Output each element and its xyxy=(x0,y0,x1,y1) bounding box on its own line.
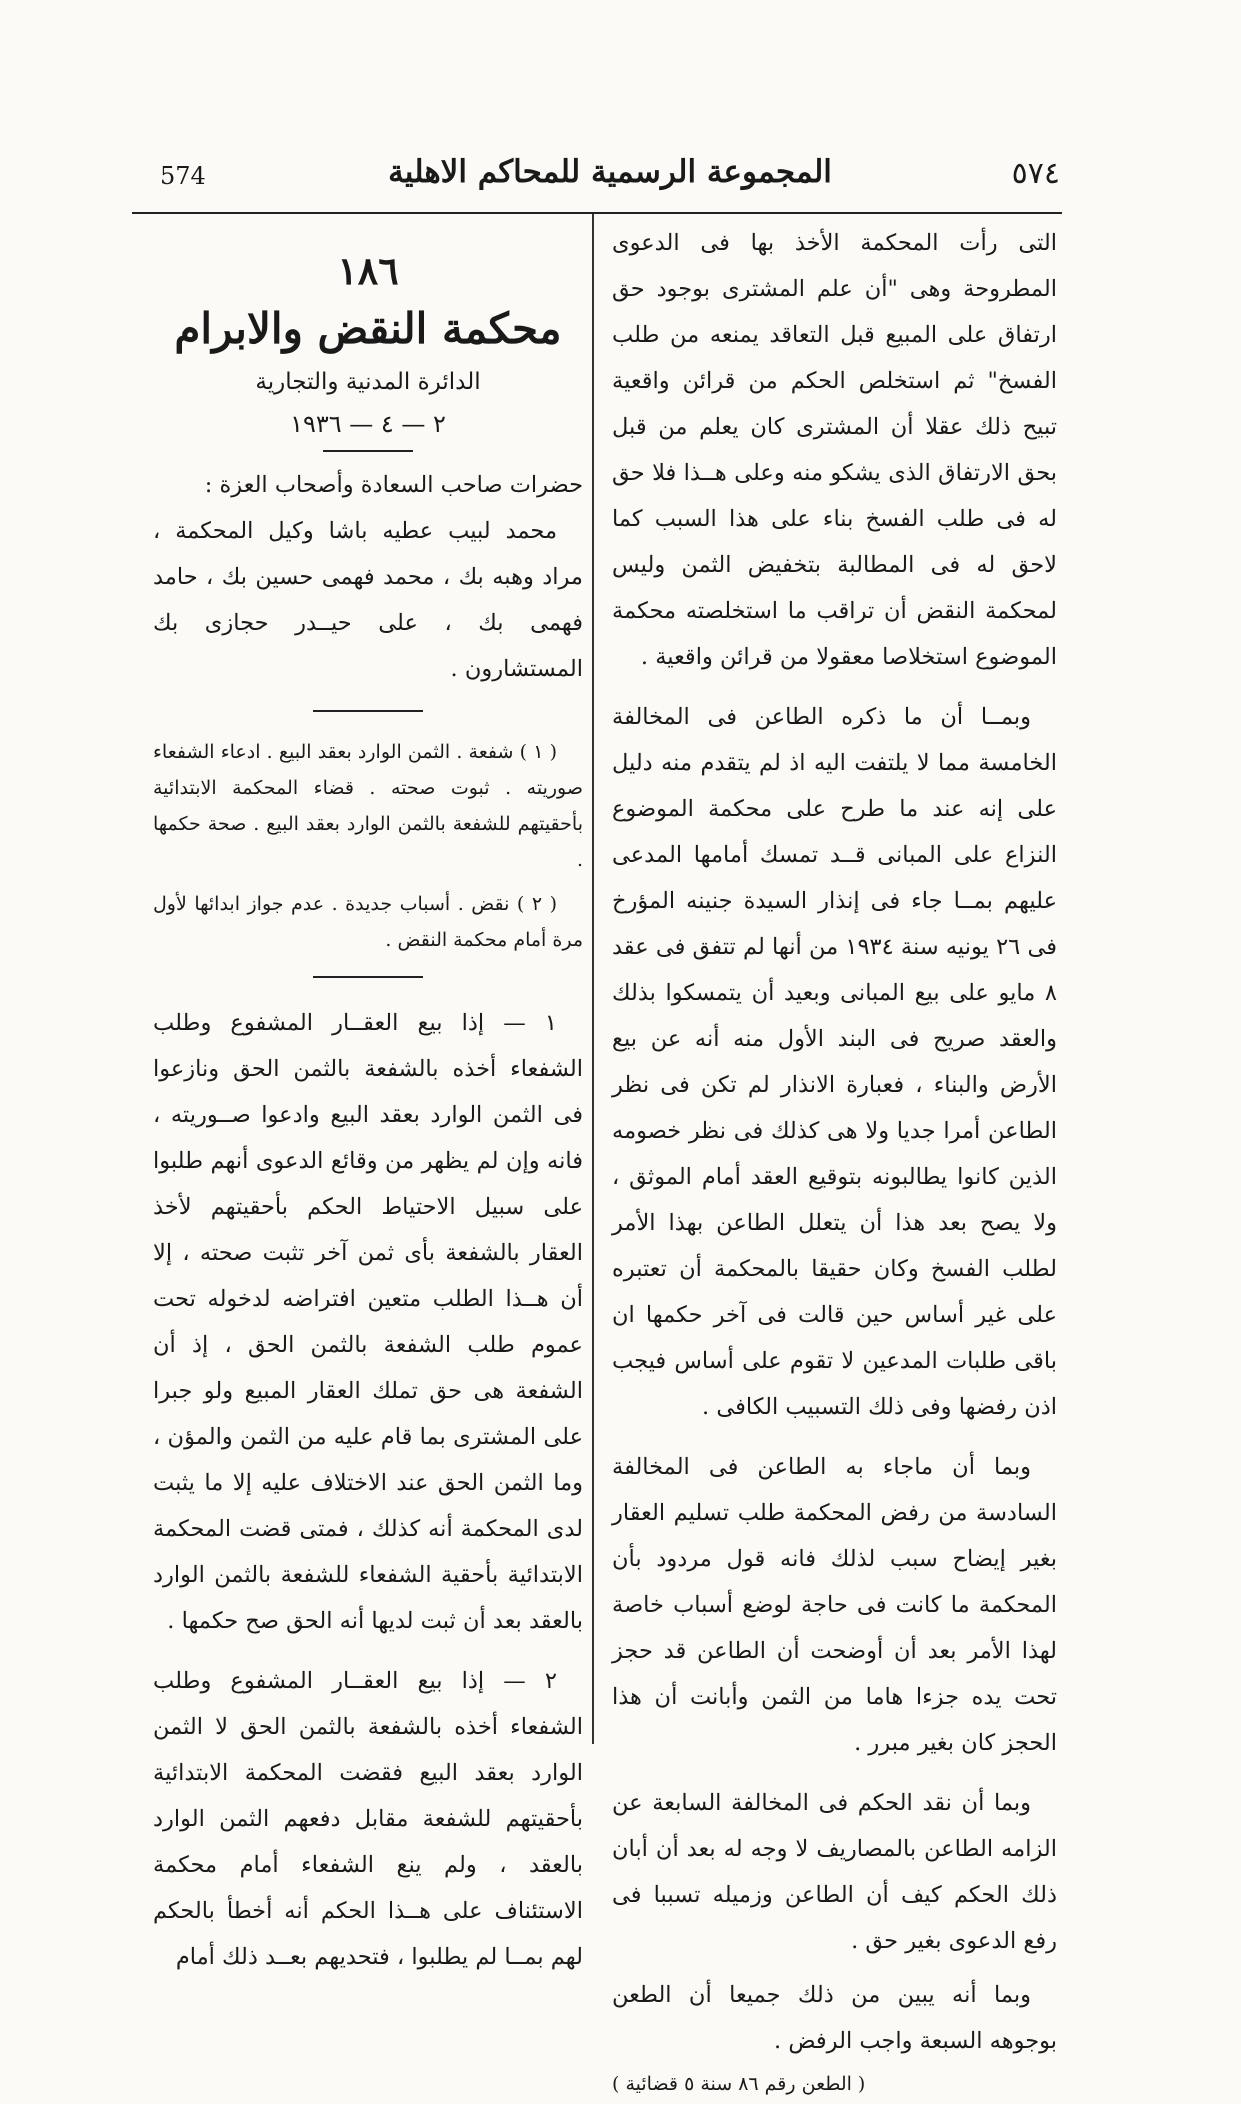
case-reference-note: ( الطعن رقم ٨٦ سنة ٥ قضائية ) xyxy=(612,2073,866,2095)
court-circuit: الدائرة المدنية والتجارية xyxy=(255,369,481,395)
section-rule xyxy=(313,976,423,978)
page-number-arabic: ٥٧٤ xyxy=(1011,156,1060,191)
case-number: ١٨٦ xyxy=(337,248,399,293)
left-column xyxy=(153,244,583,1980)
bench-members: محمد لبيب عطيه باشا وكيل المحكمة ، مراد وهبه بك ، محمد فهمى حسين بك ، حامد فهمى بك ، على حيــدر حجازى بك المستشارون . xyxy=(153,518,583,682)
page-number-latin: 574 xyxy=(160,162,206,190)
section-rule xyxy=(323,450,413,452)
paragraph: وبما أن نقد الحكم فى المخالفة السابعة عن الزامه الطاعن بالمصاريف لا وجه له بعد أن أبان ذلك الحكم كيف أن الطاعن وزميله تسببا فى رفع الدعوى بغير حق . xyxy=(612,1790,1057,1954)
bench-intro: حضرات صاحب السعادة وأصحاب العزة : xyxy=(204,472,583,498)
legal-principle: ١ — إذا بيع العقــار المشفوع وطلب الشفعاء أخذه بالشفعة بالثمن الحق ونازعوا فى الثمن الوارد بعقد البيع وادعوا صــوريته ، فانه وإن لم يظهر من وقائع الدعوى أنهم طلبوا على سبيل الاحتياط الحكم بأحقيتهم لأخذ العقار بالشفعة بأى ثمن آخر تثبت صحته ، إلا أن هــذا الطلب متعين افتراضه لدخوله تحت عموم طلب الشفعة بالثمن الحق ، إذ أن الشفعة هى حق تملك العقار المبيع ولو جبرا على المشترى بما قام عليه من الثمن والمؤن ، وما الثمن الحق عند الاختلاف عليه إلا ما يثبت لدى المحكمة أنه كذلك ، فمتى قضت المحكمة الابتدائية بأحقية الشفعاء للشفعة بالثمن الوارد بالعقد بعد أن ثبت لديها أنه الحق صح حكمها . xyxy=(153,1010,583,1634)
running-header xyxy=(160,150,1060,200)
section-rule xyxy=(313,710,423,712)
paragraph: وبمــا أن ما ذكره الطاعن فى المخالفة الخامسة مما لا يلتفت اليه اذ لم يتقدم منه دليل على إنه عند ما طرح على محكمة الموضوع النزاع على المبانى قــد تمسك أمامها المدعى عليهم بمــا جاء فى إنذار السيدة جنينه المؤرخ فى ٢٦ يونيه سنة ١٩٣٤ من أنها لم تتفق فى عقد ٨ مايو على بيع المبانى وبعيد أن يتمسكوا بذلك والعقد صريح فى البند الأول منه أنه عن بيع الأرض والبناء ، فعبارة الانذار لم تكن فى نظر الطاعن أمرا جديا ولا هى كذلك فى نظر خصومه الذين كانوا يطالبونه بتوقيع العقد أمام الموثق ، ولا يصح بعد هذا أن يتعلل الطاعن بهذا الأمر لطلب الفسخ وكان حقيقا بالمحكمة أن تعتبره على غير أساس حين قالت فى آخر حكمها ان باقى طلبات المدعين لا تقوم على أساس فيجب اذن رفضها وفى ذلك التسبيب الكافى . xyxy=(612,704,1057,1420)
court-name: محكمة النقض والابرام xyxy=(174,304,562,353)
headnote: ( ١ ) شفعة . الثمن الوارد بعقد البيع . ادعاء الشفعاء صوريته . ثبوت صحته . قضاء المحكمة الابتدائية بأحقيتهم للشفعة بالثمن الوارد بعقد البيع . صحة حكمها . xyxy=(153,741,583,871)
header-rule xyxy=(132,212,1062,214)
column-divider xyxy=(592,214,594,1744)
headnote: ( ٢ ) نقض . أسباب جديدة . عدم جواز ابدائها لأول مرة أمام محكمة النقض . xyxy=(153,893,583,951)
paragraph: التى رأت المحكمة الأخذ بها فى الدعوى المطروحة وهى "أن علم المشترى بوجود حق ارتفاق على المبيع قبل التعاقد يمنعه من طلب الفسخ" ثم استخلص الحكم من قرائن واقعية تبيح ذلك عقلا أن المشترى كان يعلم من قبل بحق الارتفاق الذى يشكو منه وعلى هــذا فلا حق له فى طلب الفسخ بناء على هذا السبب كما لاحق له فى المطالبة بتخفيض الثمن وليس لمحكمة النقض أن تراقب ما استخلصته محكمة الموضوع استخلاصا معقولا من قرائن واقعية . xyxy=(612,230,1057,670)
right-column xyxy=(612,220,1057,2104)
legal-principle: ٢ — إذا بيع العقــار المشفوع وطلب الشفعاء أخذه بالشفعة بالثمن الحق لا الثمن الوارد بعقد البيع فقضت المحكمة الابتدائية بأحقيتهم للشفعة مقابل دفعهم الثمن الوارد بالعقد ، ولم ينع الشفعاء أمام محكمة الاستئناف على هــذا الحكم أنه أخطأ بالحكم لهم بمــا لم يطلبوا ، فتحديهم بعــد ذلك أمام xyxy=(153,1668,583,1970)
paragraph: وبما أنه يبين من ذلك جميعا أن الطعن بوجوهه السبعة واجب الرفض . xyxy=(612,1982,1057,2054)
judgment-date: ٢ — ٤ — ١٩٣٦ xyxy=(290,410,446,438)
journal-title: المجموعة الرسمية للمحاكم الاهلية xyxy=(388,154,832,190)
paragraph: وبما أن ماجاء به الطاعن فى المخالفة السادسة من رفض المحكمة طلب تسليم العقار بغير إيضاح سبب لذلك فانه قول مردود بأن المحكمة ما كانت فى حاجة لوضع أسباب خاصة لهذا الأمر بعد أن أوضحت أن الطاعن قد حجز تحت يده جزءا هاما من الثمن وأبانت أن هذا الحجز كان بغير مبرر . xyxy=(612,1454,1057,1756)
